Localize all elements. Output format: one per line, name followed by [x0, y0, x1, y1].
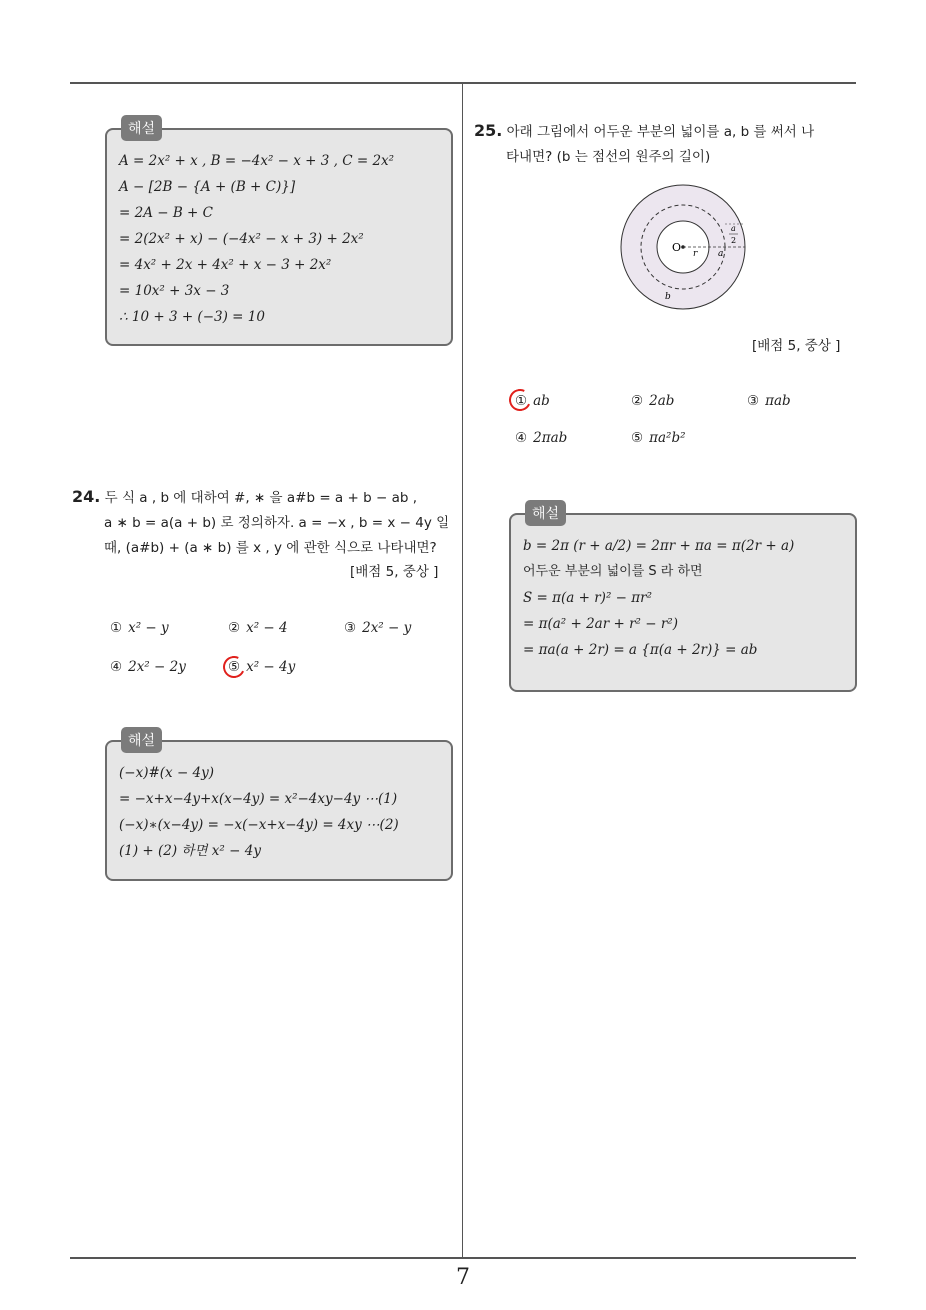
r-label: r	[693, 249, 698, 259]
choice-mark: ①	[515, 393, 528, 409]
solution-tag: 해설	[121, 727, 162, 753]
choice-value: ab	[533, 393, 550, 409]
solution-line: = 10x² + 3x − 3	[119, 283, 230, 299]
choice-mark: ④	[515, 430, 528, 446]
choice-value: 2x² − y	[362, 620, 412, 636]
solution-line: = π(a² + 2ar + r² − r²)	[523, 616, 678, 632]
choice-mark: ②	[631, 393, 644, 409]
solution-line: ∴ 10 + 3 + (−3) = 10	[119, 309, 265, 325]
question-24	[72, 484, 456, 561]
choice-3[interactable]	[747, 393, 791, 409]
question-text: 때, (a#b) + (a ∗ b) 를 x , y 에 관한 식으로 나타내면?	[104, 540, 437, 556]
half-a-numerator: a	[731, 224, 736, 233]
choice-value: x² − 4	[246, 620, 288, 636]
solution-tag: 해설	[525, 500, 566, 526]
choice-4[interactable]	[515, 430, 567, 446]
choice-mark: ③	[747, 393, 760, 409]
solution-box-24	[105, 733, 453, 881]
answer-mark-circle	[506, 386, 534, 414]
solution-line: (1) + (2) 하면 x² − 4y	[119, 843, 261, 859]
choice-4[interactable]	[110, 659, 186, 675]
question-number: 25.	[474, 121, 503, 140]
solution-line: A = 2x² + x , B = −4x² − x + 3 , C = 2x²	[119, 153, 395, 169]
solution-line: = πa(a + 2r) = a {π(a + 2r)} = ab	[523, 642, 758, 658]
choice-mark: ②	[228, 620, 241, 636]
choice-5[interactable]	[631, 430, 686, 446]
solution-line: (−x)∗(x−4y) = −x(−x+x−4y) = 4xy ⋯(2)	[119, 817, 399, 833]
choice-mark: ⑤	[228, 659, 241, 675]
page-number: 7	[456, 1265, 470, 1290]
column-divider	[462, 84, 463, 1257]
solution-line: = 4x² + 2x + 4x² + x − 3 + 2x²	[119, 257, 332, 273]
question-meta: [배점 5, 중상 ]	[350, 564, 439, 580]
choice-3[interactable]	[344, 620, 411, 636]
choice-value: x² − 4y	[246, 659, 296, 675]
choice-value: πab	[765, 393, 791, 409]
solution-line: (−x)#(x − 4y)	[119, 765, 215, 781]
center-label: O	[672, 241, 682, 254]
footer-rule	[70, 1257, 856, 1259]
solution-line: = 2(2x² + x) − (−4x² − x + 3) + 2x²	[119, 231, 364, 247]
choice-value: πa²b²	[649, 430, 686, 446]
solution-line: = −x+x−4y+x(x−4y) = x²−4xy−4y ⋯(1)	[119, 791, 398, 807]
solution-box-23	[105, 121, 453, 346]
header-rule	[70, 82, 856, 84]
question-text: 두 식 a , b 에 대하여 #, ∗ 을 a#b = a + b − ab ,	[104, 490, 417, 506]
choice-1[interactable]	[110, 620, 169, 636]
solution-tag: 해설	[121, 115, 162, 141]
half-a-denominator: 2	[731, 236, 737, 245]
solution-line: A − [2B − {A + (B + C)}]	[119, 179, 296, 195]
question-meta: [배점 5, 중상 ]	[752, 338, 841, 354]
question-25	[474, 118, 860, 170]
b-label: b	[665, 292, 671, 302]
concentric-circles-figure	[620, 184, 750, 314]
choice-value: 2x² − 2y	[128, 659, 186, 675]
choice-mark: ③	[344, 620, 357, 636]
choice-2[interactable]	[631, 393, 674, 409]
solution-box-25	[509, 506, 857, 692]
answer-mark-circle	[220, 653, 248, 681]
solution-line: b = 2π (r + a/2) = 2πr + πa = π(2r + a)	[523, 538, 795, 554]
question-text: 타내면? (b 는 점선의 원주의 길이)	[506, 149, 711, 165]
solution-line: 어두운 부분의 넓이를 S 라 하면	[523, 564, 703, 579]
solution-line: = 2A − B + C	[119, 205, 213, 221]
choice-value: x² − y	[128, 620, 169, 636]
choice-2[interactable]	[228, 620, 288, 636]
a-label: a	[718, 249, 724, 259]
choice-value: 2πab	[533, 430, 568, 446]
question-text: 아래 그림에서 어두운 부분의 넓이를 a, b 를 써서 나	[506, 124, 815, 140]
choice-value: 2ab	[649, 393, 675, 409]
question-number: 24.	[72, 487, 101, 506]
choice-mark: ⑤	[631, 430, 644, 446]
choice-mark: ①	[110, 620, 123, 636]
question-text: a ∗ b = a(a + b) 로 정의하자. a = −x , b = x − 4y 일	[104, 515, 450, 531]
choice-mark: ④	[110, 659, 123, 675]
solution-line: S = π(a + r)² − πr²	[523, 590, 652, 606]
